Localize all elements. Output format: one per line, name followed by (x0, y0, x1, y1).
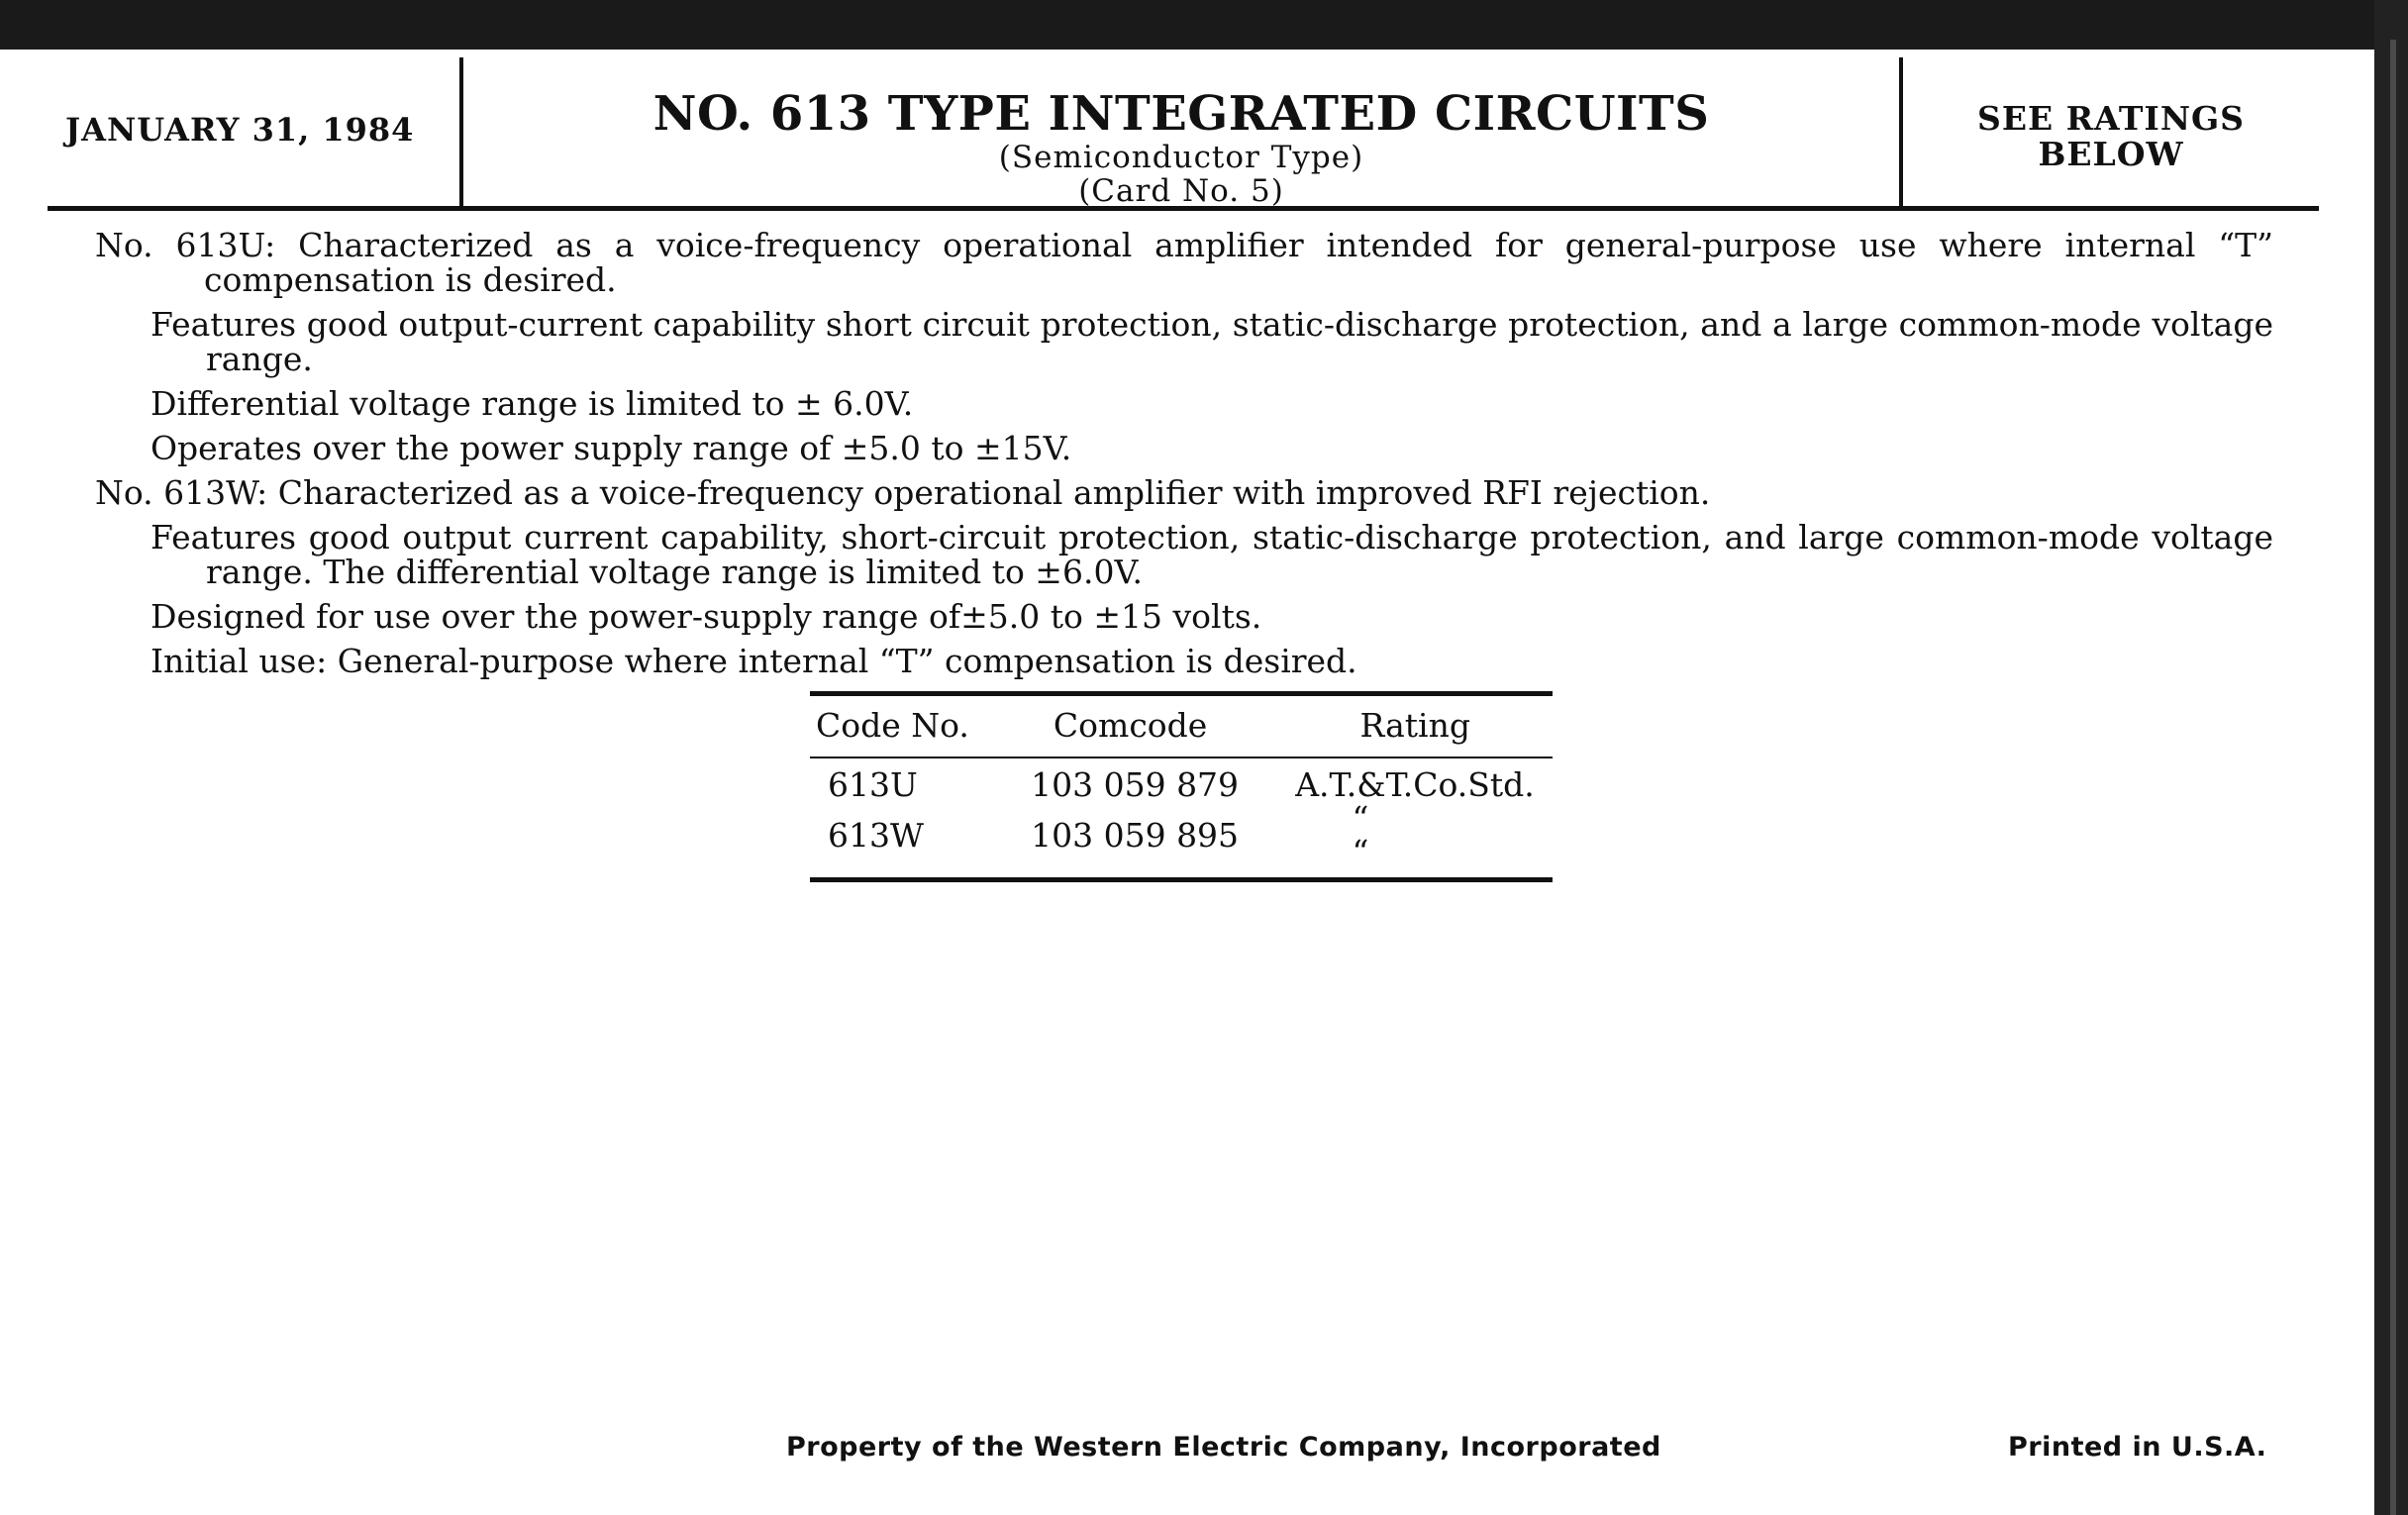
card-number: (Card No. 5) (1078, 173, 1284, 209)
header-rating: Rating (1359, 706, 1470, 745)
613u-features: Features good output-current capability short circuit protection, static-discharge protection, and a large common-mode voltage range. (150, 305, 2273, 378)
613w-designed: Designed for use over the power-supply range of±5.0 to ±15 volts. (150, 597, 1262, 636)
date: JANUARY 31, 1984 (65, 111, 415, 149)
row-comcode: 103 059 879 (1031, 765, 1240, 804)
613w-initial-use: Initial use: General-purpose where internal “T” compensation is desired. (150, 642, 1357, 680)
scan-edge (2374, 0, 2408, 1515)
header-code-no: Code No. (816, 706, 969, 745)
scan-edge-line (2390, 40, 2396, 1515)
row-comcode: 103 059 895 (1031, 816, 1240, 855)
page-title: NO. 613 TYPE INTEGRATED CIRCUITS (652, 86, 1710, 142)
document-card (0, 50, 2374, 1515)
footer-printed: Printed in U.S.A. (2008, 1432, 2267, 1463)
613u-heading: No. 613U: Characterized as a voice-frequency operational amplifier intended for general-purpose use where internal “T” compensation is desired. (95, 226, 2273, 299)
description (95, 228, 2273, 678)
table-body (810, 758, 1553, 877)
row-rating: “ “ (1352, 799, 1478, 871)
ratings-note (1903, 101, 2319, 172)
subtitle: (Semiconductor Type) (998, 140, 1364, 175)
table-row (810, 802, 1553, 877)
footer-property: Property of the Western Electric Company, Incorporated (786, 1432, 1661, 1463)
title-block (463, 87, 1899, 208)
ratings-note-line1: SEE RATINGS (1976, 99, 2246, 138)
row-rating: A.T.&T.Co.Std. (1295, 765, 1535, 804)
header-comcode: Comcode (1053, 706, 1208, 745)
row-code: 613W (828, 816, 924, 855)
code-table (810, 691, 1553, 882)
table-row (810, 758, 1553, 802)
table-rule-bottom (810, 877, 1553, 882)
613w-features: Features good output current capability, short-circuit protection, static-discharge protection, and large common-mode voltage range. The differential voltage range is limited to ±6.0V. (150, 518, 2273, 591)
613u-differential: Differential voltage range is limited to ± 6.0V. (150, 384, 914, 423)
row-code: 613U (828, 765, 918, 804)
ratings-note-line2: BELOW (2038, 135, 2184, 173)
header (48, 57, 2319, 211)
613u-operates: Operates over the power supply range of ±5.0 to ±15V. (150, 429, 1072, 467)
table (810, 696, 1553, 757)
table-header-row (810, 696, 1553, 757)
613w-heading: No. 613W: Characterized as a voice-frequency operational amplifier with improved RFI rejection. (95, 473, 1711, 512)
